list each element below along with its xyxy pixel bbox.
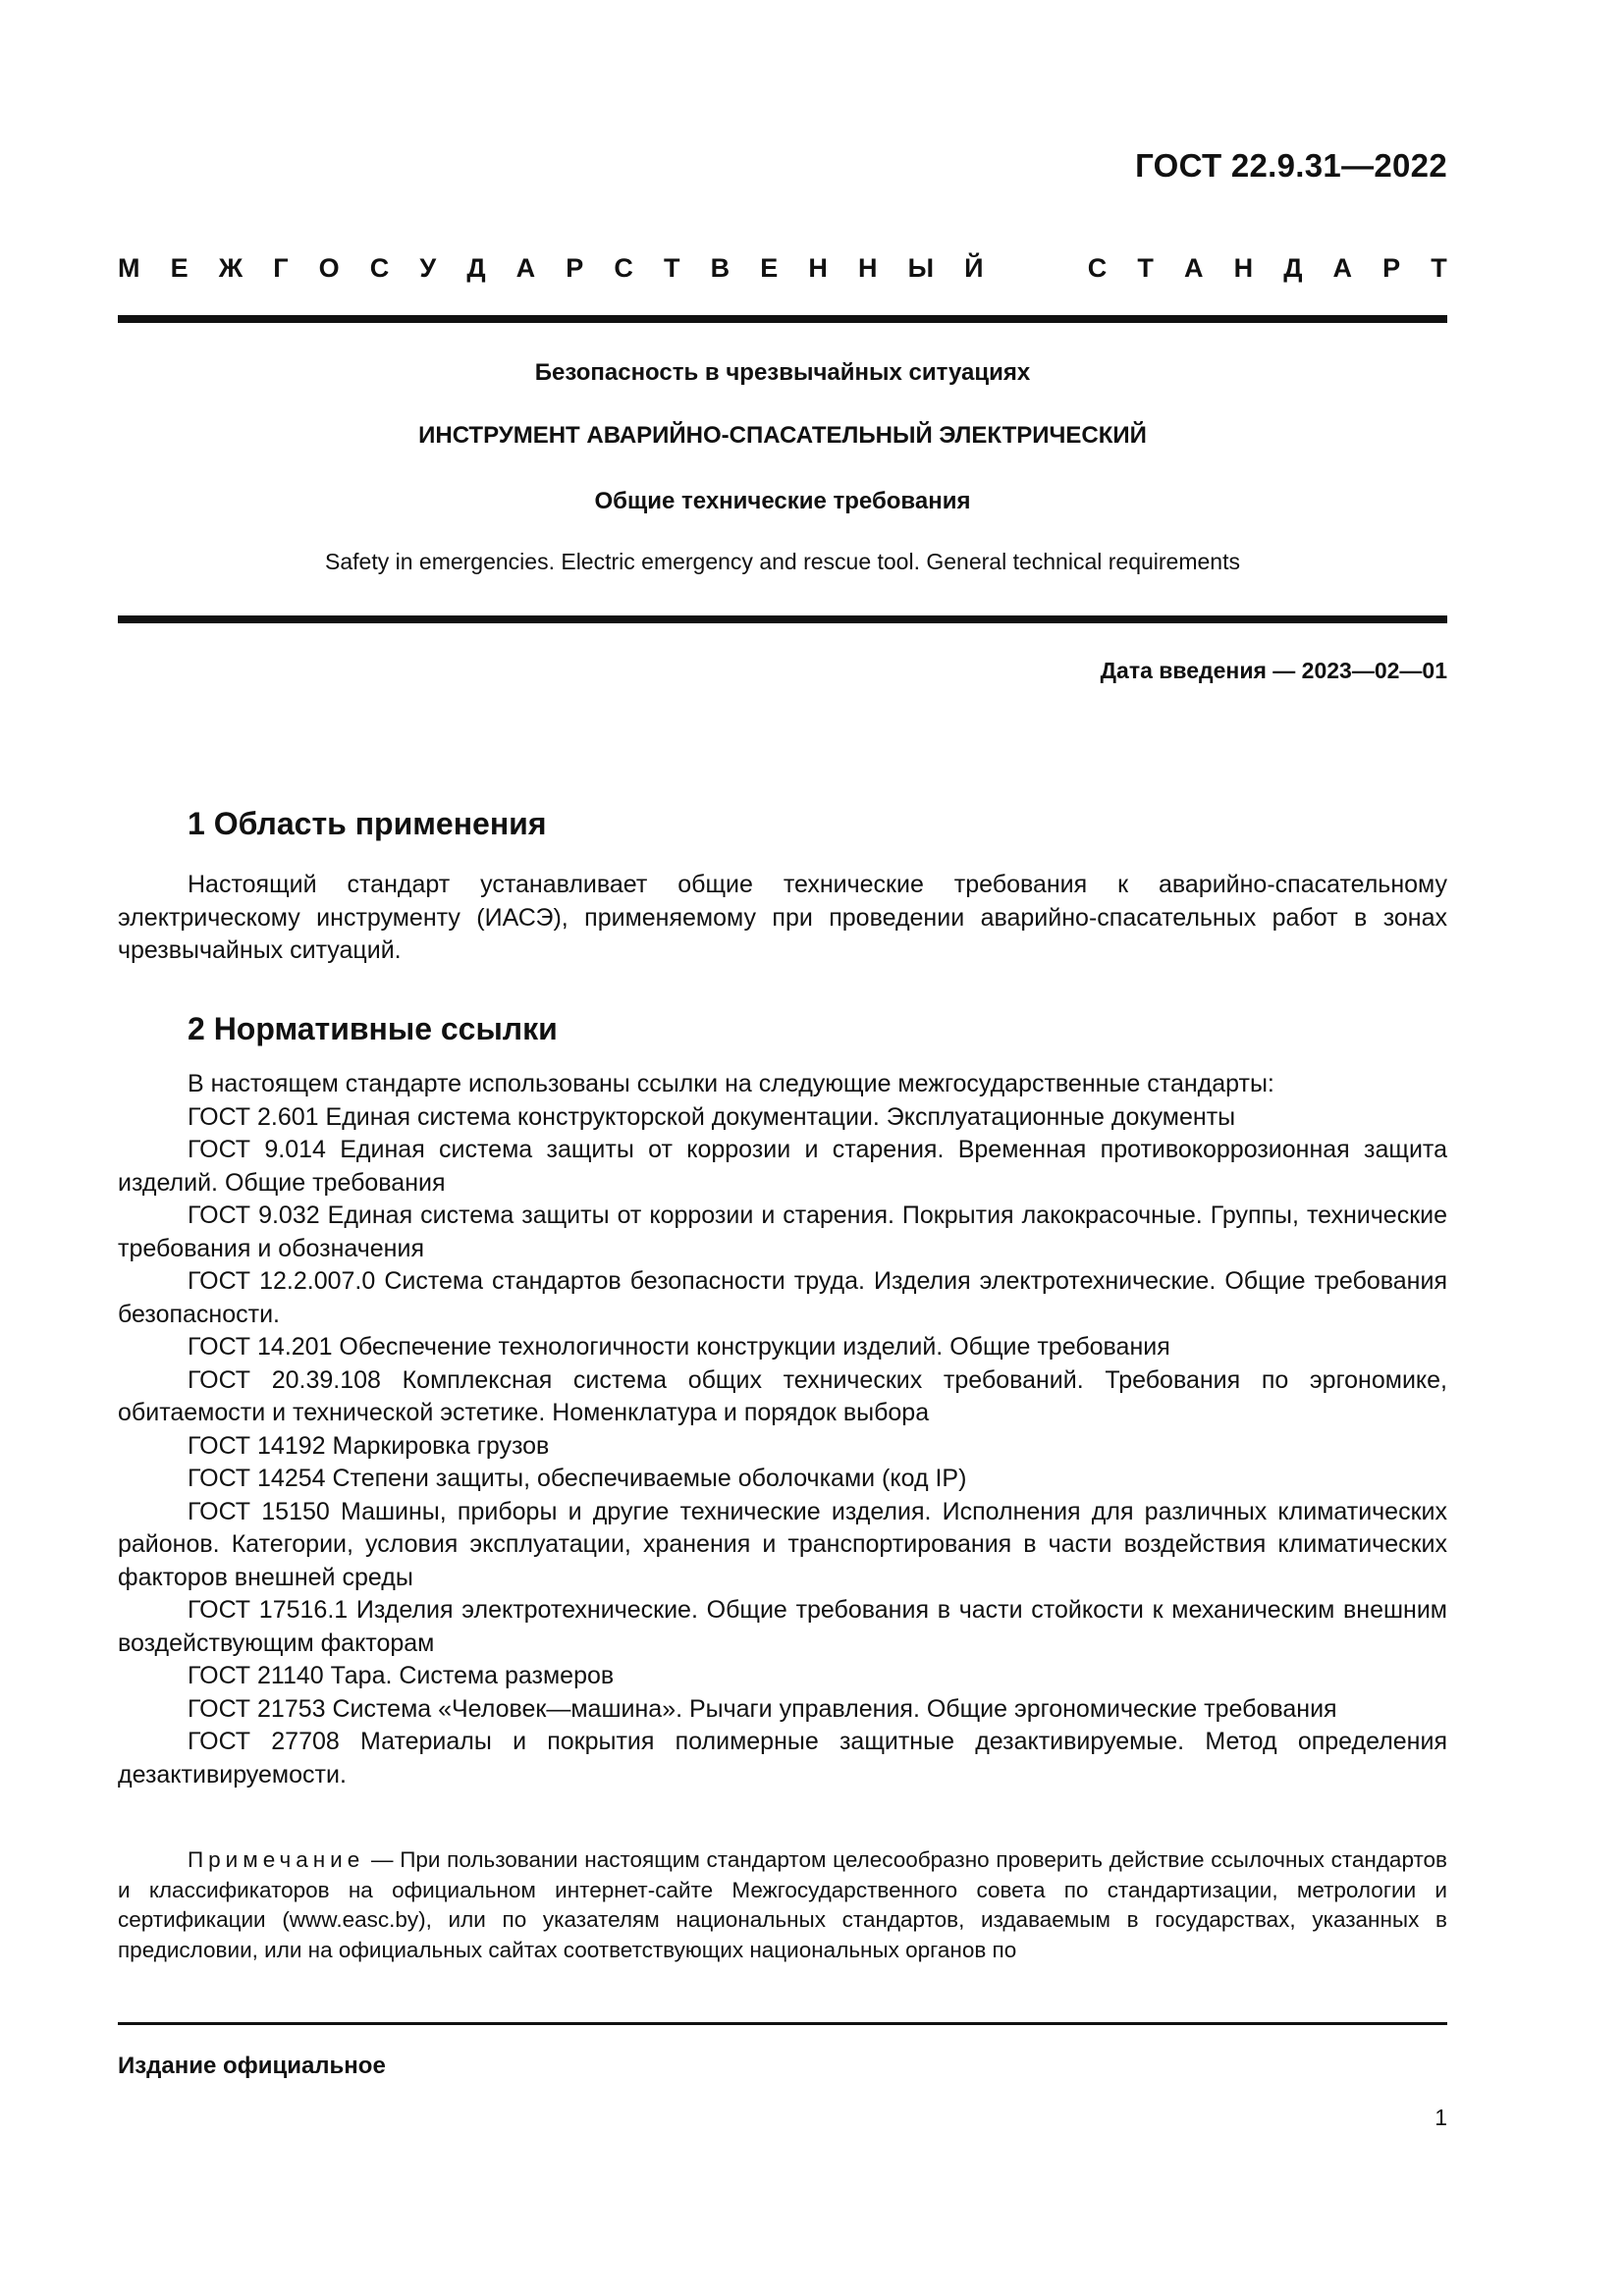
banner-letter: А <box>1332 253 1353 283</box>
banner-letter: В <box>710 253 731 283</box>
banner-letter: Г <box>273 253 289 283</box>
reference-item: ГОСТ 14254 Степени защиты, обеспечиваемые оболочками (код IP) <box>188 1465 967 1492</box>
standard-title: ИНСТРУМЕНТ АВАРИЙНО-СПАСАТЕЛЬНЫЙ ЭЛЕКТРИЧЕСКИЙ <box>418 422 1147 449</box>
reference-item: ГОСТ 9.014 Единая система защиты от коррозии и старения. Временная противокоррозионная защита изделий. Общие требования <box>118 1136 1447 1197</box>
introduction-date: Дата введения — 2023—02—01 <box>1100 658 1447 683</box>
banner-letter: М <box>118 253 140 283</box>
banner-letter: С <box>1087 253 1108 283</box>
section-2-body <box>118 1068 1447 1791</box>
banner-letter: Т <box>664 253 680 283</box>
reference-item: ГОСТ 15150 Машины, приборы и другие технические изделия. Исполнения для различных климатических районов. Категории, условия эксплуатации, хранения и транспортирования в части воздействия климатических факторов внешней среды <box>118 1497 1447 1591</box>
banner-letter: Т <box>1431 253 1447 283</box>
english-title: Safety in emergencies. Electric emergency and rescue tool. General technical requirements <box>325 549 1240 574</box>
banner-letter: Е <box>170 253 189 283</box>
banner-letter: О <box>318 253 340 283</box>
title-block-rule <box>118 615 1447 623</box>
banner-letter: Р <box>566 253 584 283</box>
reference-item: ГОСТ 21140 Тара. Система размеров <box>188 1662 615 1689</box>
banner-letter: У <box>419 253 437 283</box>
reference-item: ГОСТ 2.601 Единая система конструкторской документации. Эксплуатационные документы <box>188 1102 1236 1131</box>
reference-item: ГОСТ 27708 Материалы и покрытия полимерные защитные дезактивируемые. Метод определения дезактивируемости. <box>118 1728 1447 1789</box>
reference-item: ГОСТ 12.2.007.0 Система стандартов безопасности труда. Изделия электротехнические. Общие требования безопасности. <box>118 1267 1447 1328</box>
section-2-heading: 2 Нормативные ссылки <box>188 1011 558 1046</box>
edition-label: Издание официальное <box>118 2053 386 2079</box>
note-text: — При пользовании настоящим стандартом целесообразно проверить действие ссылочных стандартов и классификаторов на официальном интернет-сайте Межгосударственного совета по стандартизации, метрологии и сертификации (www.easc.by), или по указателям национальных стандартов, издаваемым в государствах, указанных в предисловии, или на официальных сайтах соответствующих национальных органов по <box>118 1847 1447 1962</box>
footer-rule <box>118 2022 1447 2025</box>
reference-item: ГОСТ 9.032 Единая система защиты от коррозии и старения. Покрытия лакокрасочные. Группы, технические требования и обозначения <box>118 1201 1447 1262</box>
header-rule <box>118 315 1447 323</box>
banner-letter: Н <box>857 253 878 283</box>
banner-letter: Р <box>1382 253 1401 283</box>
section-1-body <box>118 869 1447 968</box>
standard-subtitle: Общие технические требования <box>594 488 971 514</box>
banner-letter: С <box>369 253 390 283</box>
standard-category: Безопасность в чрезвычайных ситуациях <box>534 359 1031 386</box>
document-number: ГОСТ 22.9.31—2022 <box>1135 147 1447 184</box>
banner-letter: С <box>614 253 633 283</box>
reference-item: ГОСТ 21753 Система «Человек—машина». Рычаги управления. Общие эргономические требования <box>188 1694 1337 1723</box>
section-2-intro: В настоящем стандарте использованы ссылки на следующие межгосударственные стандарты: <box>188 1070 1274 1097</box>
reference-item: ГОСТ 14.201 Обеспечение технологичности конструкции изделий. Общие требования <box>188 1333 1170 1361</box>
banner-letter: Ы <box>907 253 935 283</box>
banner-letter: А <box>1183 253 1204 283</box>
banner-letter: Н <box>808 253 828 283</box>
note-paragraph <box>118 1845 1447 1965</box>
banner-letter: Т <box>1137 253 1154 283</box>
banner-letter: Й <box>964 253 984 283</box>
banner-letter: А <box>515 253 536 283</box>
reference-item: ГОСТ 20.39.108 Комплексная система общих технических требований. Требования по эргономике, обитаемости и технической эстетике. Номенклатура и порядок выбора <box>118 1365 1447 1426</box>
banner-letter: Е <box>760 253 779 283</box>
page-number: 1 <box>1435 2105 1447 2130</box>
interstate-standard-banner <box>118 253 1447 284</box>
banner-letter: Д <box>466 253 486 283</box>
banner-letter: Д <box>1283 253 1303 283</box>
reference-item: ГОСТ 14192 Маркировка грузов <box>188 1431 550 1460</box>
banner-word-gap <box>1014 253 1057 284</box>
section-1-paragraph: Настоящий стандарт устанавливает общие технические требования к аварийно-спасательному электрическому инструменту (ИАСЭ), применяемому при проведении аварийно-спасательных работ в зонах чрезвычайных ситуаций. <box>118 871 1447 964</box>
note-label: Примечание <box>188 1847 365 1872</box>
banner-letter: Ж <box>218 253 244 283</box>
banner-letter: Н <box>1233 253 1254 283</box>
section-1-heading: 1 Область применения <box>188 806 547 841</box>
reference-item: ГОСТ 17516.1 Изделия электротехнические. Общие требования в части стойкости к механическим внешним воздействующим факторам <box>118 1596 1447 1657</box>
normative-references-list <box>118 1101 1447 1792</box>
